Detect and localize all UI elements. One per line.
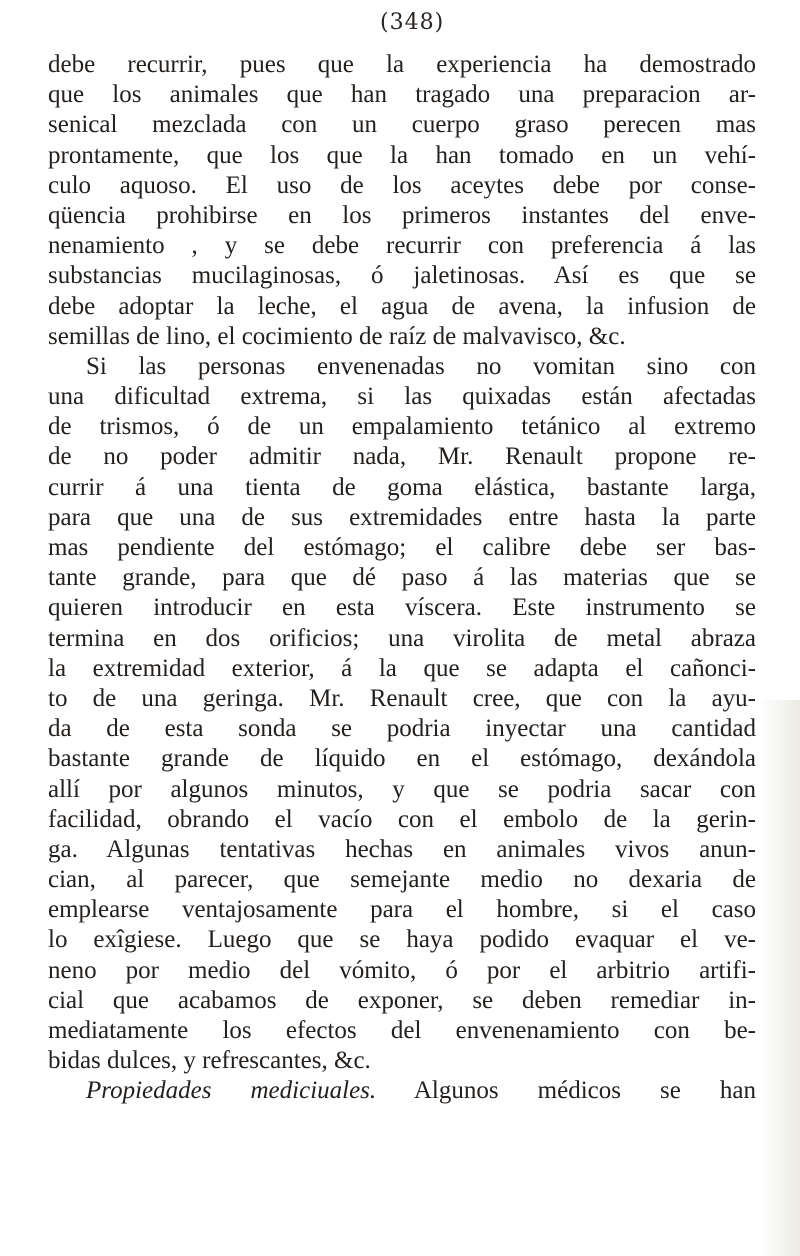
text-line: currir á una tienta de goma elástica, bastante larga, xyxy=(48,473,756,501)
text-line: que los animales que han tragado una preparacion ar- xyxy=(48,81,756,109)
text-line: la extremidad exterior, á la que se adapta el cañonci- xyxy=(48,654,756,682)
text-line: tante grande, para que dé paso á las materias que se xyxy=(48,564,756,592)
text-line: debe recurrir, pues que la experiencia ha demostrado xyxy=(48,51,756,78)
text-line: cian, al parecer, que semejante medio no dexaria de xyxy=(48,866,756,894)
text-line: bastante grande de líquido en el estómago, dexándola xyxy=(48,745,756,773)
text-line: quieren introducir en esta víscera. Este instrumento se xyxy=(48,594,756,622)
text-line: emplearse ventajosamente para el hombre, si el caso xyxy=(48,896,756,924)
paragraph-start-line: Si las personas envenenadas no vomitan sino con xyxy=(86,352,756,380)
text-line: nenamiento , y se debe recurrir con preferencia á las xyxy=(48,232,756,260)
text-line: termina en dos orificios; una virolita de metal abraza xyxy=(48,624,756,652)
text-line: substancias mucilaginosas, ó jaletinosas. Así es que se xyxy=(48,262,756,290)
text-line: to de una geringa. Mr. Renault cree, que con la ayu- xyxy=(48,684,756,712)
text-line: bidas dulces, y refrescantes, &c. xyxy=(48,1047,371,1075)
section-heading-italic: Propiedades mediciuales. xyxy=(86,1077,377,1105)
text-line: mediatamente los efectos del envenenamiento con be- xyxy=(48,1017,756,1044)
page-edge-shadow xyxy=(760,700,800,1256)
text-line: para que una de sus extremidades entre hasta la parte xyxy=(48,503,756,531)
text-line: da de esta sonda se podria inyectar una cantidad xyxy=(48,715,756,743)
text-line: prontamente, que los que la han tomado en un vehí- xyxy=(48,141,756,169)
text-line: semillas de lino, el cocimiento de raíz de malvavisco, &c. xyxy=(48,322,626,350)
text-line: de trismos, ó de un empalamiento tetánico al extremo xyxy=(48,413,756,441)
text-line: culo aquoso. El uso de los aceytes debe por conse- xyxy=(48,171,756,199)
text-line: debe adoptar la leche, el agua de avena, la infusion de xyxy=(48,292,756,320)
text-line: mas pendiente del estómago; el calibre debe ser bas- xyxy=(48,534,756,561)
body-text xyxy=(48,50,756,1107)
text-line: lo exîgiese. Luego que se haya podido evaquar el ve- xyxy=(48,926,756,954)
text-line: cial que acabamos de exponer, se deben remediar in- xyxy=(48,986,756,1014)
page-number: (348) xyxy=(380,10,445,35)
text-line: allí por algunos minutos, y que se podria sacar con xyxy=(48,775,756,803)
text-line: neno por medio del vómito, ó por el arbitrio artifi- xyxy=(48,956,756,984)
section-heading-line xyxy=(48,1076,756,1106)
text-line: ga. Algunas tentativas hechas en animales vivos anun- xyxy=(48,835,756,863)
text-line: senical mezclada con un cuerpo graso perecen mas xyxy=(48,111,756,139)
text-line: de no poder admitir nada, Mr. Renault propone re- xyxy=(48,443,756,471)
text-line: una dificultad extrema, si las quixadas están afectadas xyxy=(48,383,756,411)
section-heading-rest: Algunos médicos se han xyxy=(413,1077,757,1105)
text-line: facilidad, obrando el vacío con el embolo de la gerin- xyxy=(48,805,756,833)
text-line: qüencia prohibirse en los primeros instantes del enve- xyxy=(48,201,756,229)
